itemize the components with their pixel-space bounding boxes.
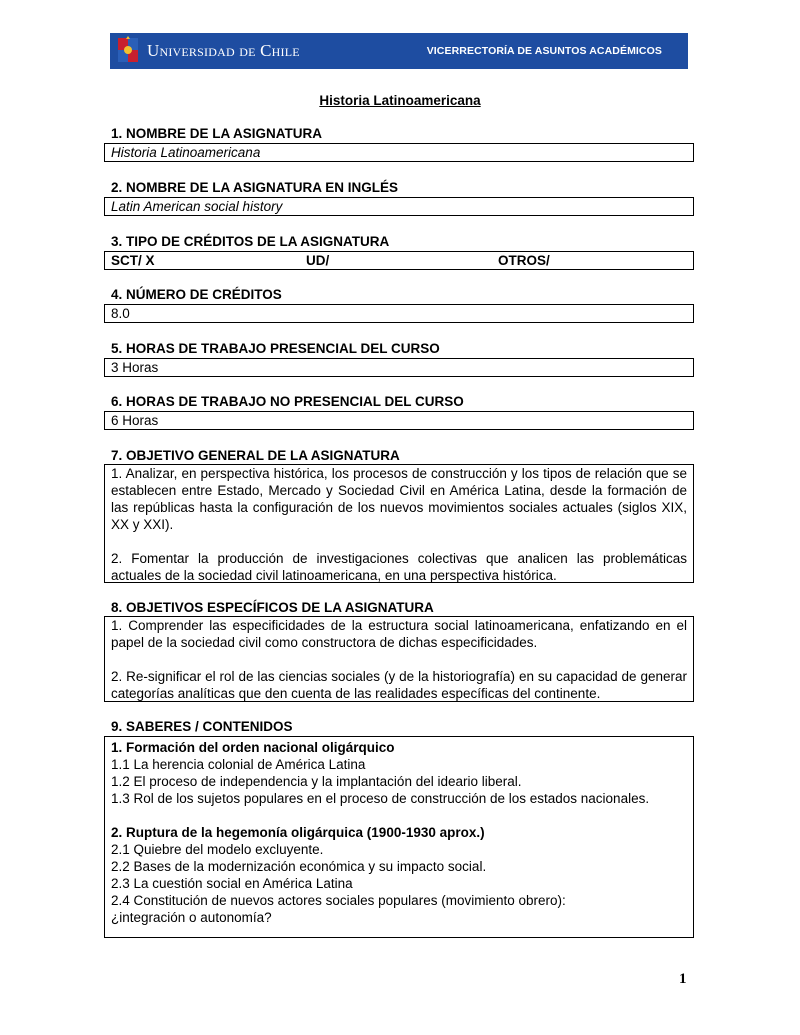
credit-type-otros: OTROS/ [498, 253, 550, 268]
unit-2-item: 2.3 La cuestión social en América Latina [111, 876, 353, 891]
unit-1-title: 1. Formación del orden nacional oligárquico [111, 740, 395, 755]
section-3-heading: 3. TIPO DE CRÉDITOS DE LA ASIGNATURA [111, 234, 390, 249]
page-number: 1 [679, 971, 687, 987]
credit-type-ud: UD/ [306, 253, 330, 268]
section-8-box [104, 616, 694, 702]
unit-2-item: 2.4 Constitución de nuevos actores sociales populares (movimiento obrero): [111, 893, 566, 908]
section-1-heading: 1. NOMBRE DE LA ASIGNATURA [111, 126, 323, 141]
section-7-box [104, 464, 694, 583]
general-objective-1: 1. Analizar, en perspectiva histórica, los procesos de construcción y los tipos de relación que se establecen entre Estado, Mercado y Sociedad Civil en América Latina, desde la formación de las repúblicas hasta la configuración de los nuevos movimientos sociales actuales (siglos XIX, XX y XXI). [111, 466, 687, 532]
unit-2-title: 2. Ruptura de la hegemonía oligárquica (1900-1930 aprox.) [111, 825, 485, 840]
unit-2-item: ¿integración o autonomía? [111, 910, 272, 925]
section-7-heading: 7. OBJETIVO GENERAL DE LA ASIGNATURA [111, 448, 400, 463]
general-objective-2: 2. Fomentar la producción de investigaciones colectivas que analicen las problemáticas actuales de la sociedad civil latinoamericana, en una perspectiva histórica. [111, 551, 687, 583]
course-name-value: Historia Latinoamericana [111, 145, 261, 160]
header-banner [110, 33, 688, 69]
section-5-box [104, 358, 694, 377]
section-9-box [104, 736, 694, 938]
section-5-heading: 5. HORAS DE TRABAJO PRESENCIAL DEL CURSO [111, 341, 440, 356]
unit-1-item: 1.1 La herencia colonial de América Latina [111, 757, 366, 772]
section-4-heading: 4. NÚMERO DE CRÉDITOS [111, 287, 282, 302]
unit-2-item: 2.1 Quiebre del modelo excluyente. [111, 842, 324, 857]
unit-2-item: 2.2 Bases de la modernización económica y su impacto social. [111, 859, 487, 874]
unit-1-item: 1.3 Rol de los sujetos populares en el proceso de construcción de los estados nacionales. [111, 791, 650, 806]
credits-value: 8.0 [111, 306, 130, 321]
section-4-box [104, 304, 694, 323]
section-8-heading: 8. OBJETIVOS ESPECÍFICOS DE LA ASIGNATURA [111, 600, 434, 615]
non-presential-hours-value: 6 Horas [111, 413, 159, 428]
section-1-box [104, 143, 694, 162]
section-6-box [104, 411, 694, 430]
office-name: VICERRECTORÍA DE ASUNTOS ACADÉMICOS [426, 45, 662, 57]
university-seal-icon [117, 36, 139, 66]
credit-type-sct: SCT/ X [111, 253, 155, 268]
university-name: Universidad de Chile [147, 41, 300, 60]
unit-1-item: 1.2 El proceso de independencia y la implantación del ideario liberal. [111, 774, 522, 789]
document-title: Historia Latinoamericana [319, 93, 481, 108]
section-2-box [104, 197, 694, 216]
specific-objective-2: 2. Re-significar el rol de las ciencias sociales (y de la historiografía) en su capacidad de generar categorías analíticas que den cuenta de las realidades específicas del continente. [111, 669, 687, 701]
section-6-heading: 6. HORAS DE TRABAJO NO PRESENCIAL DEL CURSO [111, 394, 464, 409]
english-name-value: Latin American social history [111, 199, 283, 214]
section-9-heading: 9. SABERES / CONTENIDOS [111, 719, 293, 734]
section-2-heading: 2. NOMBRE DE LA ASIGNATURA EN INGLÉS [111, 180, 399, 195]
section-3-box [104, 251, 694, 270]
presential-hours-value: 3 Horas [111, 360, 159, 375]
specific-objective-1: 1. Comprender las especificidades de la estructura social latinoamericana, enfatizando en el papel de la sociedad civil como constructora de dichas especificidades. [111, 618, 687, 650]
